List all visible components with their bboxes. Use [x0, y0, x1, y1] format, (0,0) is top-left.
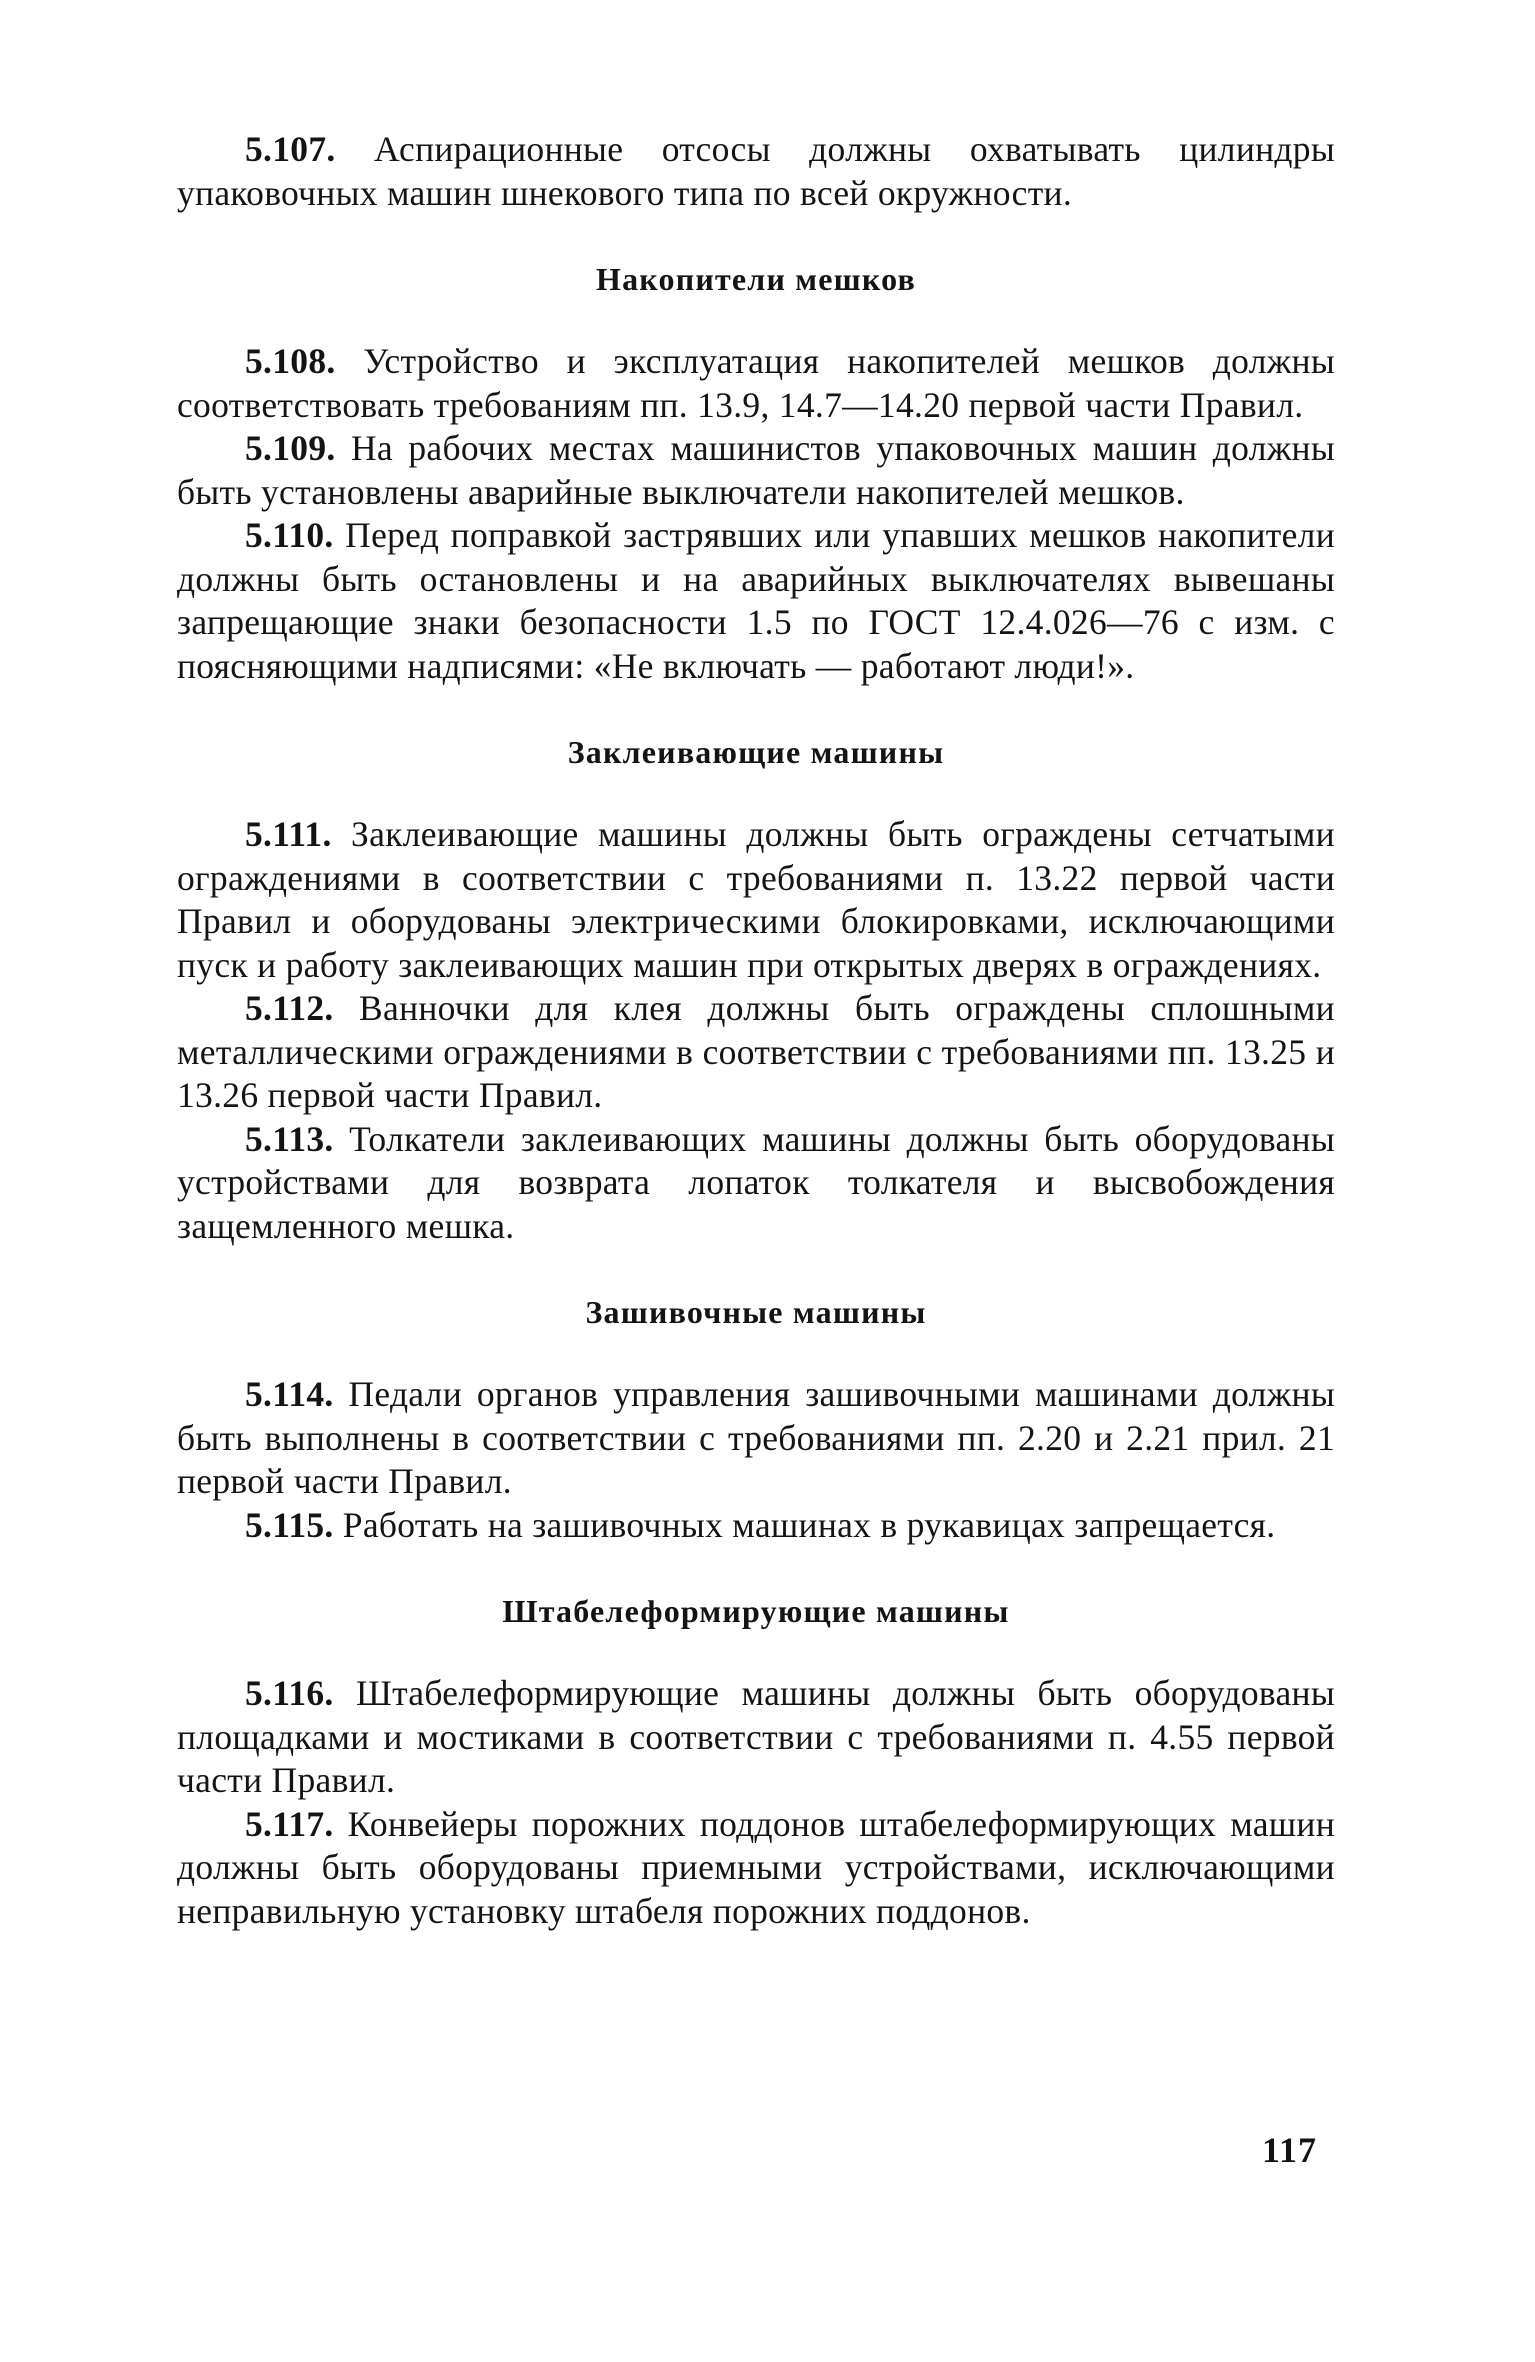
paragraph-5-117 [177, 1803, 1335, 1934]
paragraph-5-112 [177, 987, 1335, 1118]
paragraph-text: Перед поправкой застрявших или упавших мешков накопители должны быть остановлены и на аварийных выключателях вывешаны запрещающие знаки безопасности 1.5 по ГОСТ 12.4.026—76 с изм. с поясняющими надписями: «Не включать — работают люди!». [177, 515, 1335, 686]
paragraph-number: 5.110. [245, 515, 334, 555]
page-number: 117 [1262, 2130, 1318, 2170]
paragraph-number: 5.116. [245, 1673, 334, 1713]
paragraph-text: Заклеивающие машины должны быть ограждены сетчатыми ограждениями в соответствии с требованиями п. 13.22 первой части Правил и оборудованы электрическими блокировками, исключающими пуск и работу заклеивающих машин при открытых дверях в ограждениях. [177, 814, 1335, 985]
paragraph-5-109 [177, 427, 1335, 514]
section-heading-sewing-machines: Зашивочные машины [585, 1294, 927, 1330]
paragraph-text: Штабелеформирующие машины должны быть оборудованы площадками и мостиками в соответствии с требованиями п. 4.55 первой части Правил. [177, 1673, 1335, 1800]
paragraph-number: 5.117. [245, 1803, 334, 1844]
paragraph-text: Работать на зашивочных машинах в рукавицах запрещается. [342, 1504, 1276, 1545]
paragraph-text: Ванночки для клея должны быть ограждены сплошными металлическими ограждениями в соответствии с требованиями пп. 13.25 и 13.26 первой части Правил. [177, 988, 1335, 1115]
paragraph-text: Педали органов управления зашивочными машинами должны быть выполнены в соответствии с требованиями пп. 2.20 и 2.21 прил. 21 первой части Правил. [177, 1374, 1335, 1501]
paragraph-5-107 [177, 128, 1335, 215]
paragraph-number: 5.113. [245, 1118, 334, 1159]
paragraph-text: Аспирационные отсосы должны охватывать цилиндры упаковочных машин шнекового типа по всей окружности. [177, 129, 1335, 213]
paragraph-text: Устройство и эксплуатация накопителей мешков должны соответствовать требованиям пп. 13.9, 14.7—14.20 первой части Правил. [177, 341, 1335, 425]
section-heading-gluing-machines: Заклеивающие машины [567, 734, 945, 770]
paragraph-number: 5.115. [245, 1504, 334, 1545]
paragraph-5-111 [177, 813, 1335, 987]
section-heading-stacking-machines: Штабелеформирующие машины [502, 1593, 1010, 1629]
paragraph-number: 5.111. [245, 814, 332, 854]
paragraph-text: На рабочих местах машинистов упаковочных машин должны быть установлены аварийные выключатели накопителей мешков. [177, 428, 1336, 512]
paragraph-number: 5.112. [245, 988, 334, 1028]
section-heading-bag-accumulators: Накопители мешков [595, 261, 916, 297]
paragraph-5-113 [177, 1118, 1335, 1249]
paragraph-5-108 [177, 340, 1335, 427]
paragraph-text: Толкатели заклеивающих машины должны быть оборудованы устройствами для возврата лопаток толкателя и высвобождения защемленного мешка. [177, 1118, 1335, 1246]
paragraph-text: Конвейеры порожних поддонов штабелеформирующих машин должны быть оборудованы приемными устройствами, исключающими неправильную установку штабеля порожних поддонов. [177, 1803, 1335, 1931]
paragraph-5-115 [177, 1504, 1335, 1548]
document-page [177, 128, 1335, 1933]
paragraph-number: 5.109. [245, 428, 336, 468]
paragraph-number: 5.114. [245, 1374, 334, 1414]
paragraph-5-110 [177, 514, 1335, 688]
paragraph-5-116 [177, 1672, 1335, 1803]
paragraph-5-114 [177, 1373, 1335, 1504]
paragraph-number: 5.107. [245, 129, 336, 169]
paragraph-number: 5.108. [245, 341, 336, 381]
